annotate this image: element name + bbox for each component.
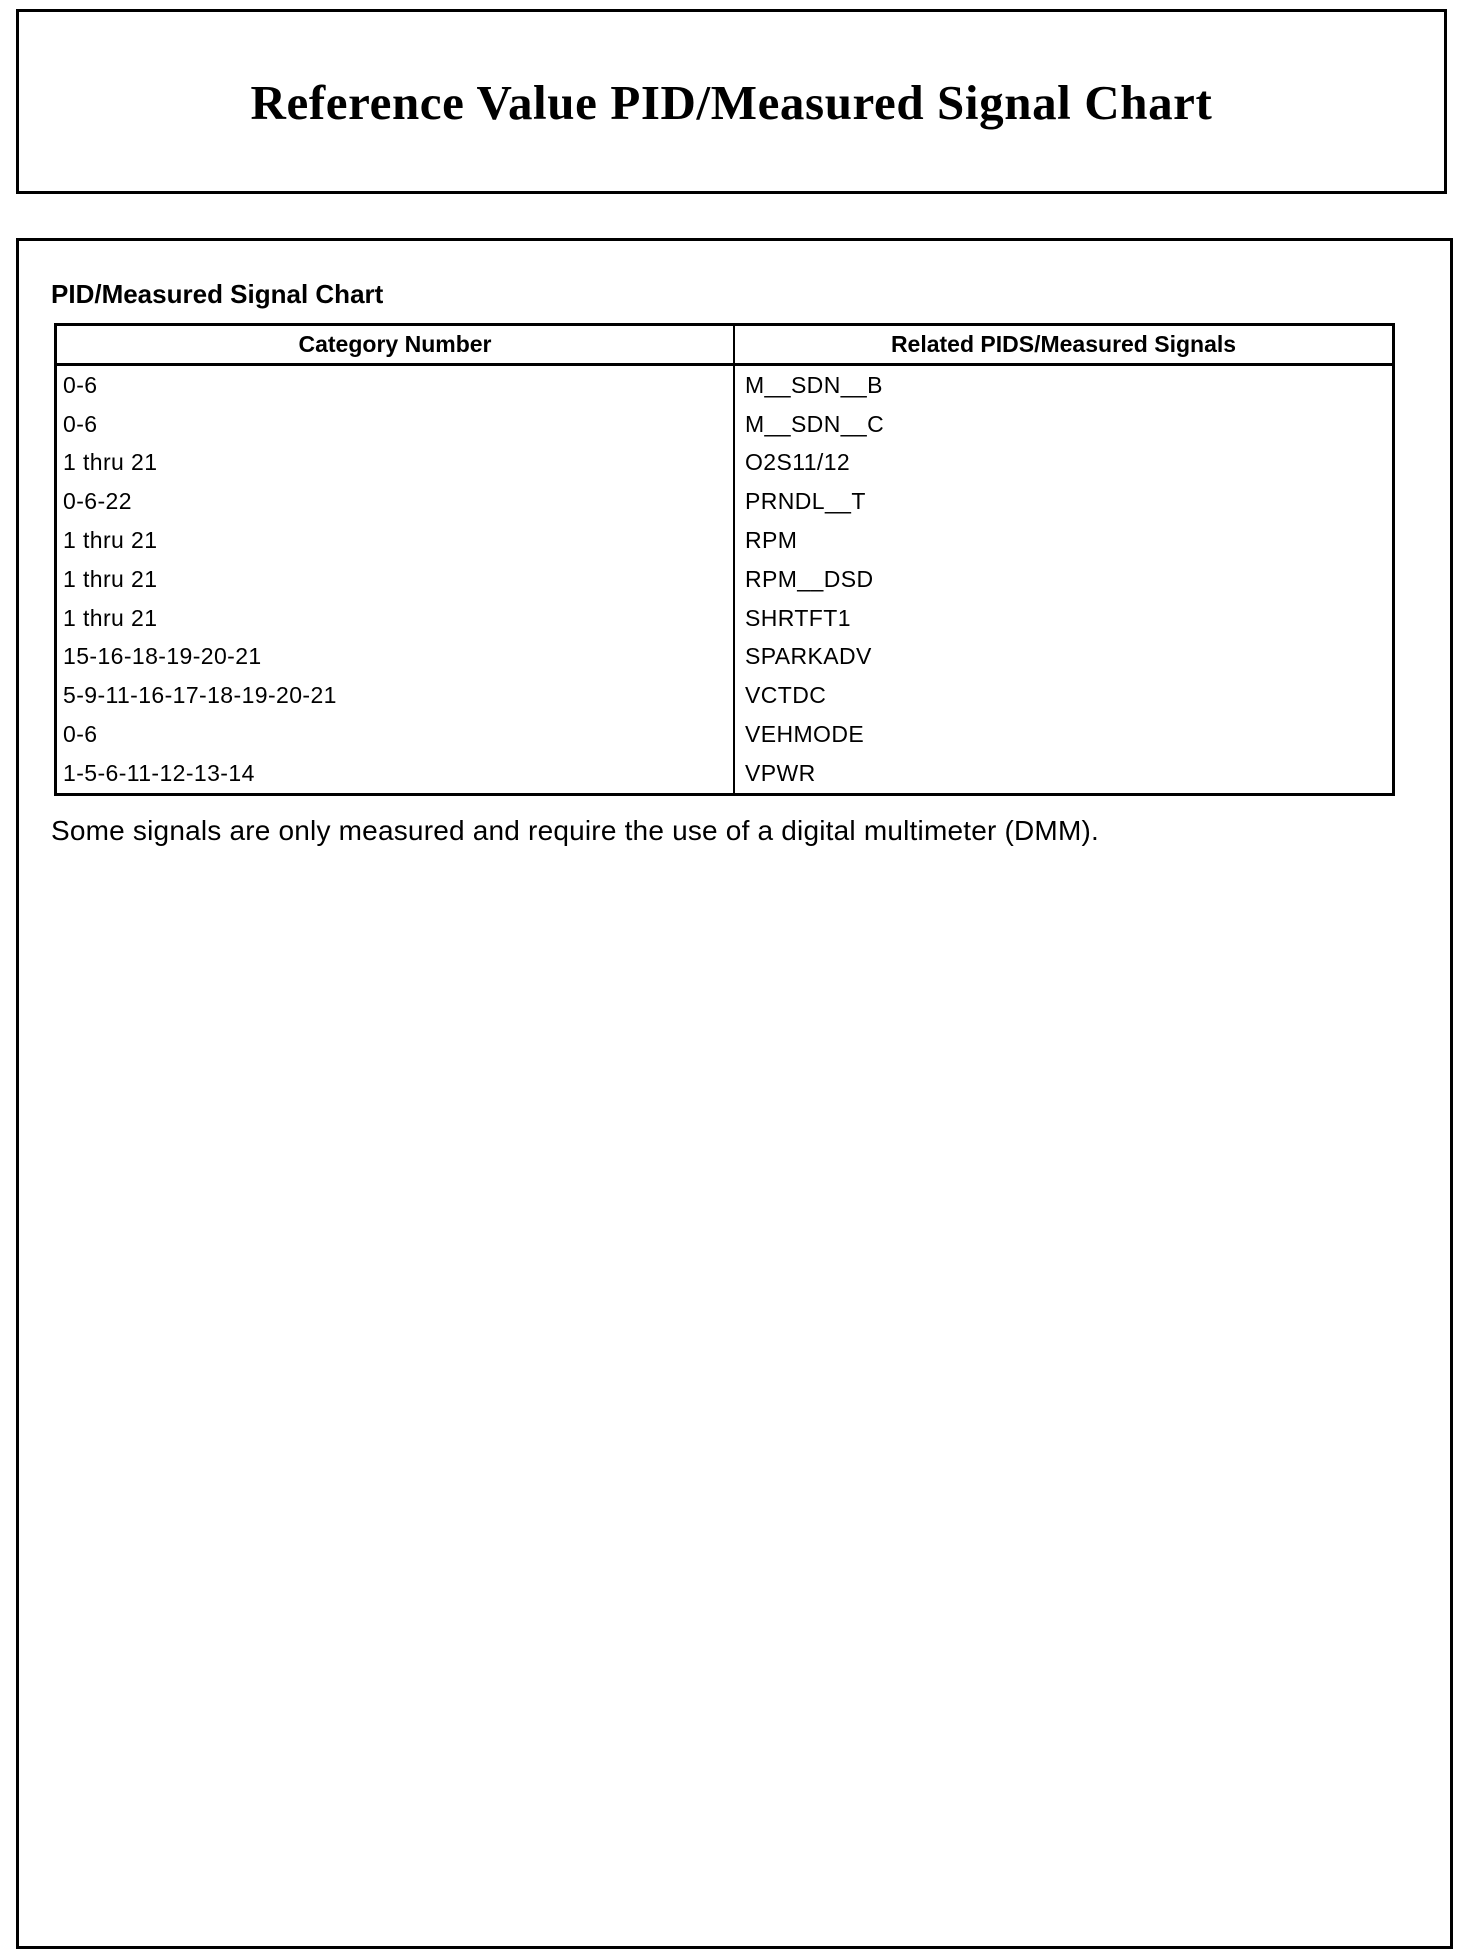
column-header-category: Category Number: [56, 325, 735, 365]
table-row: [56, 715, 1394, 754]
signal-cell: SHRTFT1: [745, 604, 851, 631]
signal-cell: PRNDL__T: [745, 488, 866, 515]
table-row: [56, 560, 1394, 599]
signal-cell: VEHMODE: [745, 721, 865, 748]
category-cell: 15-16-18-19-20-21: [56, 638, 735, 677]
category-cell: 0-6: [56, 715, 735, 754]
table-row: [56, 365, 1394, 405]
section-title: PID/Measured Signal Chart: [51, 279, 384, 309]
table-row: [56, 599, 1394, 638]
content-box: [16, 238, 1453, 1949]
signal-cell: RPM: [745, 527, 798, 554]
signal-cell: M__SDN__B: [745, 371, 883, 398]
signal-cell: VCTDC: [745, 682, 827, 709]
category-cell: 1-5-6-11-12-13-14: [56, 754, 735, 794]
table-row: [56, 676, 1394, 715]
signal-table: [54, 323, 1395, 796]
column-header-signals: Related PIDS/Measured Signals: [734, 325, 1394, 365]
page-title: Reference Value PID/Measured Signal Chart: [250, 75, 1213, 130]
category-cell: 5-9-11-16-17-18-19-20-21: [56, 676, 735, 715]
category-cell: 1 thru 21: [56, 444, 735, 483]
signal-cell: SPARKADV: [745, 643, 872, 670]
table-row: [56, 521, 1394, 560]
table-row: [56, 482, 1394, 521]
category-cell: 0-6: [56, 405, 735, 444]
table-body: [56, 365, 1394, 795]
category-cell: 1 thru 21: [56, 560, 735, 599]
signal-cell: RPM__DSD: [745, 565, 874, 592]
signal-cell: VPWR: [745, 759, 816, 786]
category-cell: 1 thru 21: [56, 521, 735, 560]
table-row: [56, 405, 1394, 444]
table-row: [56, 444, 1394, 483]
category-cell: 0-6: [56, 365, 735, 405]
table-row: [56, 638, 1394, 677]
table-header-row: [56, 325, 1394, 365]
signal-cell: O2S11/12: [745, 449, 851, 476]
footnote: Some signals are only measured and require the use of a digital multimeter (DMM).: [51, 815, 1099, 846]
title-box: [16, 9, 1447, 194]
signal-cell: M__SDN__C: [745, 410, 885, 437]
category-cell: 1 thru 21: [56, 599, 735, 638]
table-row: [56, 754, 1394, 794]
category-cell: 0-6-22: [56, 482, 735, 521]
